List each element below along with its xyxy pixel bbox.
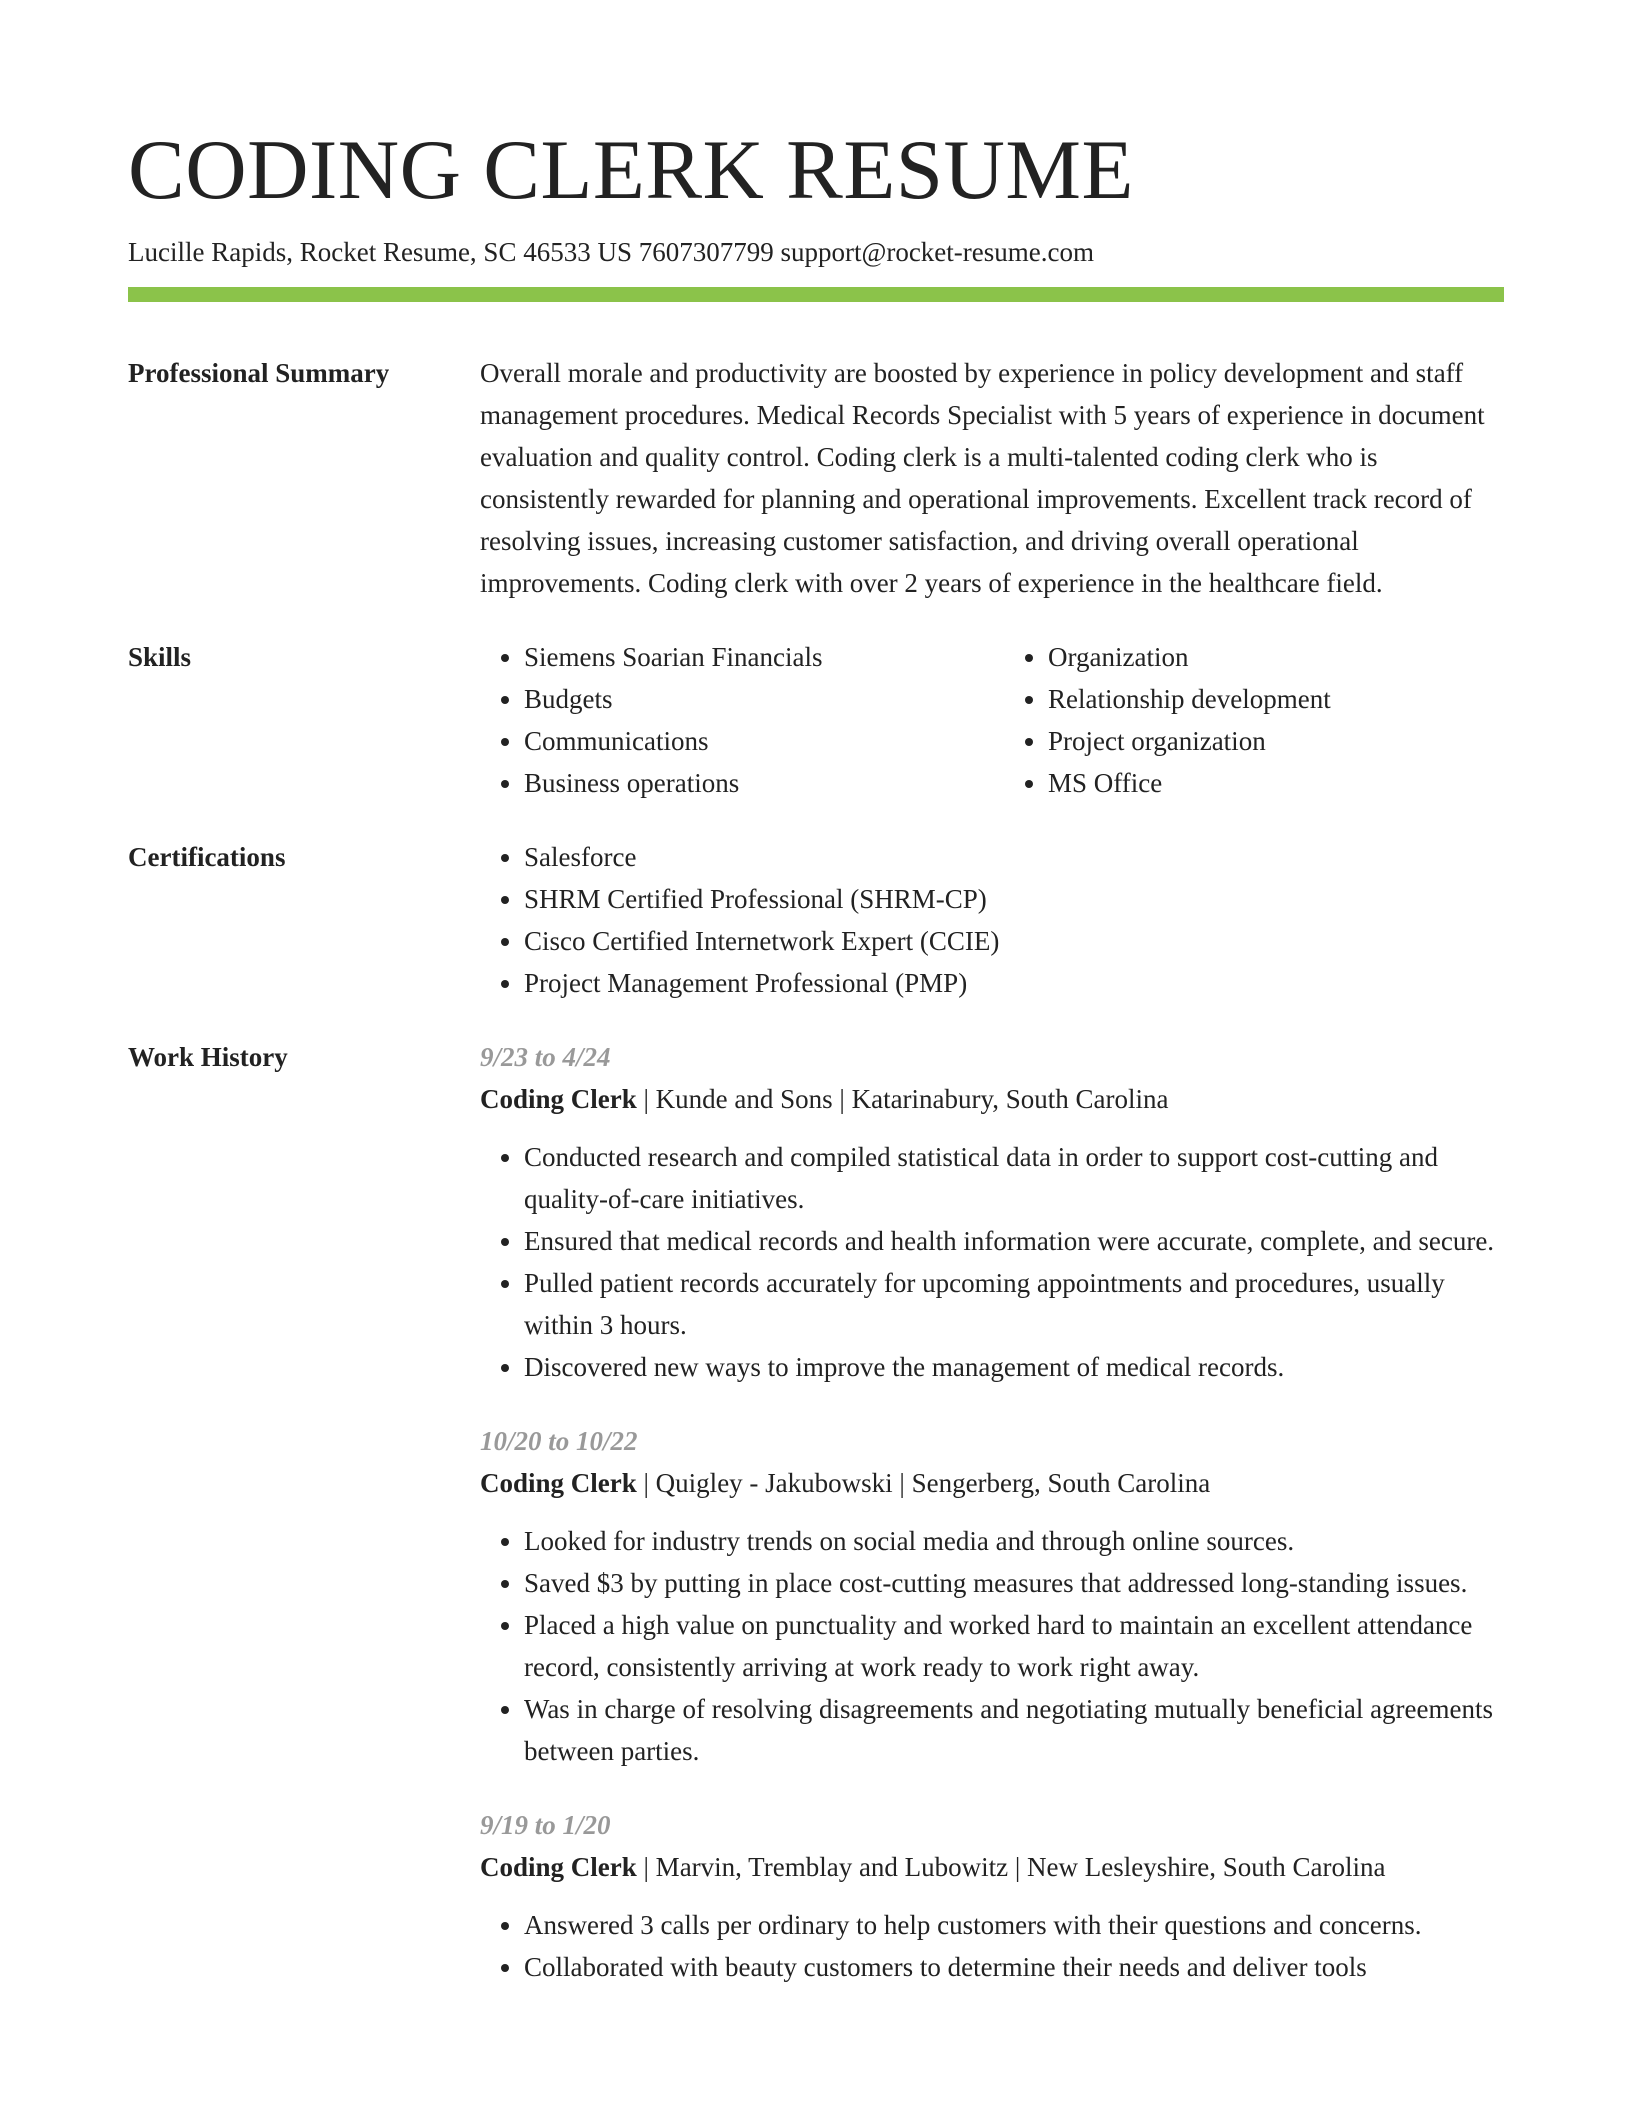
section-label-work-history: Work History [128,1042,288,1072]
job-heading [480,1078,1504,1120]
certification-item: • Cisco Certified Internetwork Expert (CCIE) [524,920,1504,962]
section-work-history [128,1036,1504,2020]
job-employer-location: | Marvin, Tremblay and Lubowitz | New Lesleyshire, South Carolina [636,1852,1386,1882]
skill-item: • Project organization [1048,720,1508,762]
job-bullet: • Looked for industry trends on social media and through online sources. [524,1520,1504,1562]
work-history-body [480,1036,1504,2020]
job-entry [480,1804,1504,1988]
skill-item: • Siemens Soarian Financials [524,636,984,678]
skills-body [480,636,1504,804]
job-entry [480,1420,1504,1772]
job-bullet: • Collaborated with beauty customers to determine their needs and deliver tools [524,1946,1504,1988]
job-title: Coding Clerk [480,1468,637,1498]
summary-text: Overall morale and productivity are boosted by experience in policy development and staff management procedures. Medical Records Specialist with 5 years of experience in document evaluation and quality control. Coding clerk is a multi-talented coding clerk who is consistently rewarded for planning and operational improvements. Excellent track record of resolving issues, increasing customer satisfaction, and driving overall operational improvements. Coding clerk with over 2 years of experience in the healthcare field. [480,358,1485,598]
certification-item: • Project Management Professional (PMP) [524,962,1504,1004]
job-dates: 10/20 to 10/22 [480,1426,638,1456]
skill-item: • Communications [524,720,984,762]
section-professional-summary [128,352,1504,604]
certification-item: • SHRM Certified Professional (SHRM-CP) [524,878,1504,920]
job-employer-location: | Kunde and Sons | Katarinabury, South Carolina [636,1084,1169,1114]
skill-item: • Organization [1048,636,1508,678]
section-label-summary: Professional Summary [128,358,390,388]
contact-line: Lucille Rapids, Rocket Resume, SC 46533 US 7607307799 support@rocket-resume.com [128,237,1094,267]
skills-columns [480,636,1504,804]
section-skills [128,636,1504,804]
job-bullet: • Answered 3 calls per ordinary to help customers with their questions and concerns. [524,1904,1504,1946]
section-label-certifications: Certifications [128,842,286,872]
job-title: Coding Clerk [480,1084,637,1114]
job-bullet: • Discovered new ways to improve the management of medical records. [524,1346,1504,1388]
certification-item: • Salesforce [524,836,1504,878]
skill-item: • Business operations [524,762,984,804]
job-dates: 9/23 to 4/24 [480,1042,611,1072]
job-title: Coding Clerk [480,1852,637,1882]
skill-item: • Relationship development [1048,678,1508,720]
resume-title: CODING CLERK RESUME [128,123,1134,217]
job-dates: 9/19 to 1/20 [480,1810,611,1840]
skill-item: • MS Office [1048,762,1508,804]
job-heading [480,1462,1504,1504]
job-bullet: • Was in charge of resolving disagreements and negotiating mutually beneficial agreements between parties. [524,1688,1504,1772]
section-certifications [128,836,1504,1004]
certifications-body [480,836,1504,1004]
certifications-list [480,836,1504,1004]
skills-list-right [1004,636,1508,804]
header-divider [128,287,1504,302]
job-entry [480,1036,1504,1388]
job-bullet: • Saved $3 by putting in place cost-cutting measures that addressed long-standing issues. [524,1562,1504,1604]
skill-item: • Budgets [524,678,984,720]
job-bullets [480,1520,1504,1772]
job-bullet: • Pulled patient records accurately for upcoming appointments and procedures, usually within 3 hours. [524,1262,1504,1346]
skills-list-left [480,636,984,804]
job-bullets [480,1904,1504,1988]
job-employer-location: | Quigley - Jakubowski | Sengerberg, South Carolina [636,1468,1211,1498]
summary-body [480,352,1504,604]
section-label-skills: Skills [128,642,192,672]
job-bullet: • Conducted research and compiled statistical data in order to support cost-cutting and quality-of-care initiatives. [524,1136,1504,1220]
job-heading [480,1846,1504,1888]
job-bullet: • Placed a high value on punctuality and worked hard to maintain an excellent attendance record, consistently arriving at work ready to work right away. [524,1604,1504,1688]
job-bullet: • Ensured that medical records and health information were accurate, complete, and secure. [524,1220,1504,1262]
job-bullets [480,1136,1504,1388]
